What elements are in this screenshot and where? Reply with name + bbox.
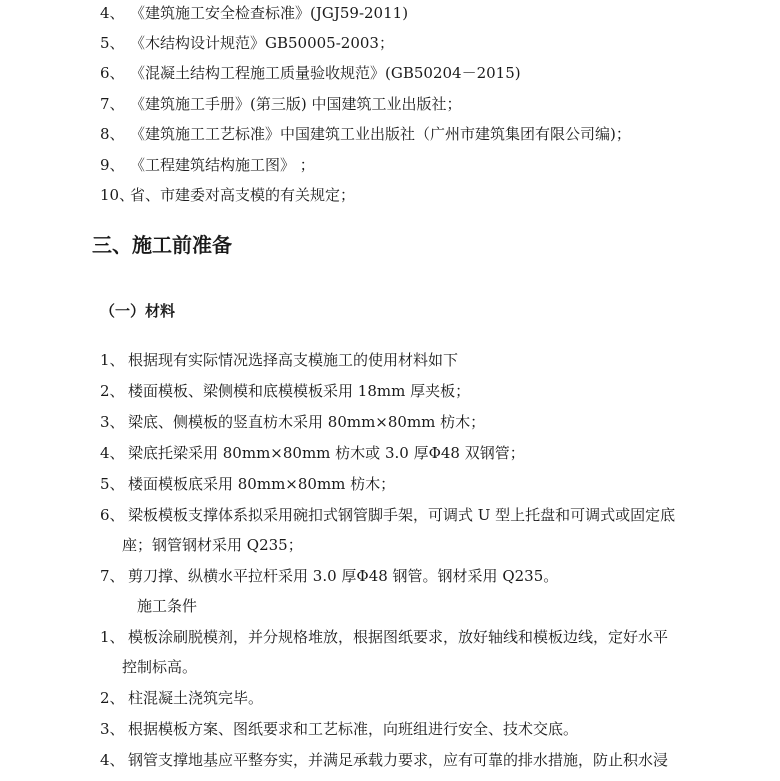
reference-text: 省、市建委对高支模的有关规定； bbox=[130, 186, 356, 204]
condition-item bbox=[100, 688, 263, 708]
reference-number: 5、 bbox=[100, 34, 125, 52]
condition-item bbox=[100, 627, 668, 647]
material-text: 楼面模板底采用 80mm×80mm 枋木； bbox=[128, 475, 396, 493]
material-item bbox=[100, 474, 395, 494]
reference-item bbox=[100, 155, 315, 175]
reference-text: 《混凝土结构工程施工质量验收规范》(GB50204－2015) bbox=[130, 64, 521, 82]
material-item bbox=[100, 350, 458, 370]
reference-text: 《建筑施工手册》(第三版) 中国建筑工业出版社； bbox=[130, 95, 462, 113]
reference-item bbox=[100, 3, 408, 23]
material-item-continuation: 座；钢管钢材采用 Q235； bbox=[122, 536, 303, 554]
material-item bbox=[100, 412, 485, 432]
material-number: 2、 bbox=[100, 382, 125, 400]
material-number: 4、 bbox=[100, 444, 125, 462]
material-number: 6、 bbox=[100, 506, 125, 524]
reference-number: 10、 bbox=[100, 186, 135, 204]
condition-number: 3、 bbox=[100, 720, 125, 738]
reference-item bbox=[100, 63, 521, 83]
material-number: 5、 bbox=[100, 475, 125, 493]
condition-number: 4、 bbox=[100, 751, 125, 769]
reference-item bbox=[100, 94, 461, 114]
conditions-heading: 施工条件 bbox=[137, 597, 198, 615]
section-heading: 三、施工前准备 bbox=[92, 233, 232, 257]
material-text: 梁底托梁采用 80mm×80mm 枋木或 3.0 厚Φ48 双钢管； bbox=[128, 444, 525, 462]
condition-text: 根据模板方案、图纸要求和工艺标准，向班组进行安全、技术交底。 bbox=[128, 720, 579, 738]
condition-item bbox=[100, 719, 578, 739]
material-text: 根据现有实际情况选择高支模施工的使用材料如下 bbox=[128, 351, 459, 369]
material-number: 3、 bbox=[100, 413, 125, 431]
reference-number: 7、 bbox=[100, 95, 125, 113]
reference-text: 《木结构设计规范》GB50005-2003； bbox=[130, 34, 394, 52]
material-text: 梁底、侧模板的竖直枋木采用 80mm×80mm 枋木； bbox=[128, 413, 486, 431]
condition-item-continuation: 控制标高。 bbox=[122, 658, 198, 676]
condition-number: 2、 bbox=[100, 689, 125, 707]
condition-text: 钢管支撑地基应平整夯实，并满足承载力要求，应有可靠的排水措施，防止积水浸 bbox=[128, 751, 669, 769]
material-number: 1、 bbox=[100, 351, 125, 369]
subsection-heading: （一）材料 bbox=[100, 302, 176, 320]
material-item bbox=[100, 381, 470, 401]
reference-item bbox=[100, 185, 355, 205]
reference-number: 9、 bbox=[100, 156, 125, 174]
reference-text: 《工程建筑结构施工图》 ； bbox=[130, 156, 315, 174]
condition-item bbox=[100, 750, 668, 770]
reference-item bbox=[100, 124, 631, 144]
material-number: 7、 bbox=[100, 567, 125, 585]
reference-text: 《建筑施工安全检查标准》(JGJ59-2011) bbox=[130, 4, 409, 22]
material-text: 剪刀撑、纵横水平拉杆采用 3.0 厚Φ48 钢管。钢材采用 Q235。 bbox=[128, 567, 559, 585]
reference-text: 《建筑施工工艺标准》中国建筑工业出版社（广州市建筑集团有限公司编)； bbox=[130, 125, 631, 143]
material-item bbox=[100, 566, 558, 586]
condition-text: 模板涂刷脱模剂，并分规格堆放，根据图纸要求，放好轴线和模板边线，定好水平 bbox=[128, 628, 669, 646]
reference-number: 6、 bbox=[100, 64, 125, 82]
reference-number: 4、 bbox=[100, 4, 125, 22]
material-item bbox=[100, 443, 525, 463]
reference-item bbox=[100, 33, 394, 53]
material-text: 梁板模板支撑体系拟采用碗扣式钢管脚手架，可调式 U 型上托盘和可调式或固定底 bbox=[128, 506, 676, 524]
reference-number: 8、 bbox=[100, 125, 125, 143]
material-text: 楼面模板、梁侧模和底模模板采用 18mm 厚夹板； bbox=[128, 382, 471, 400]
material-item bbox=[100, 505, 675, 525]
condition-number: 1、 bbox=[100, 628, 125, 646]
condition-text: 柱混凝土浇筑完毕。 bbox=[128, 689, 264, 707]
